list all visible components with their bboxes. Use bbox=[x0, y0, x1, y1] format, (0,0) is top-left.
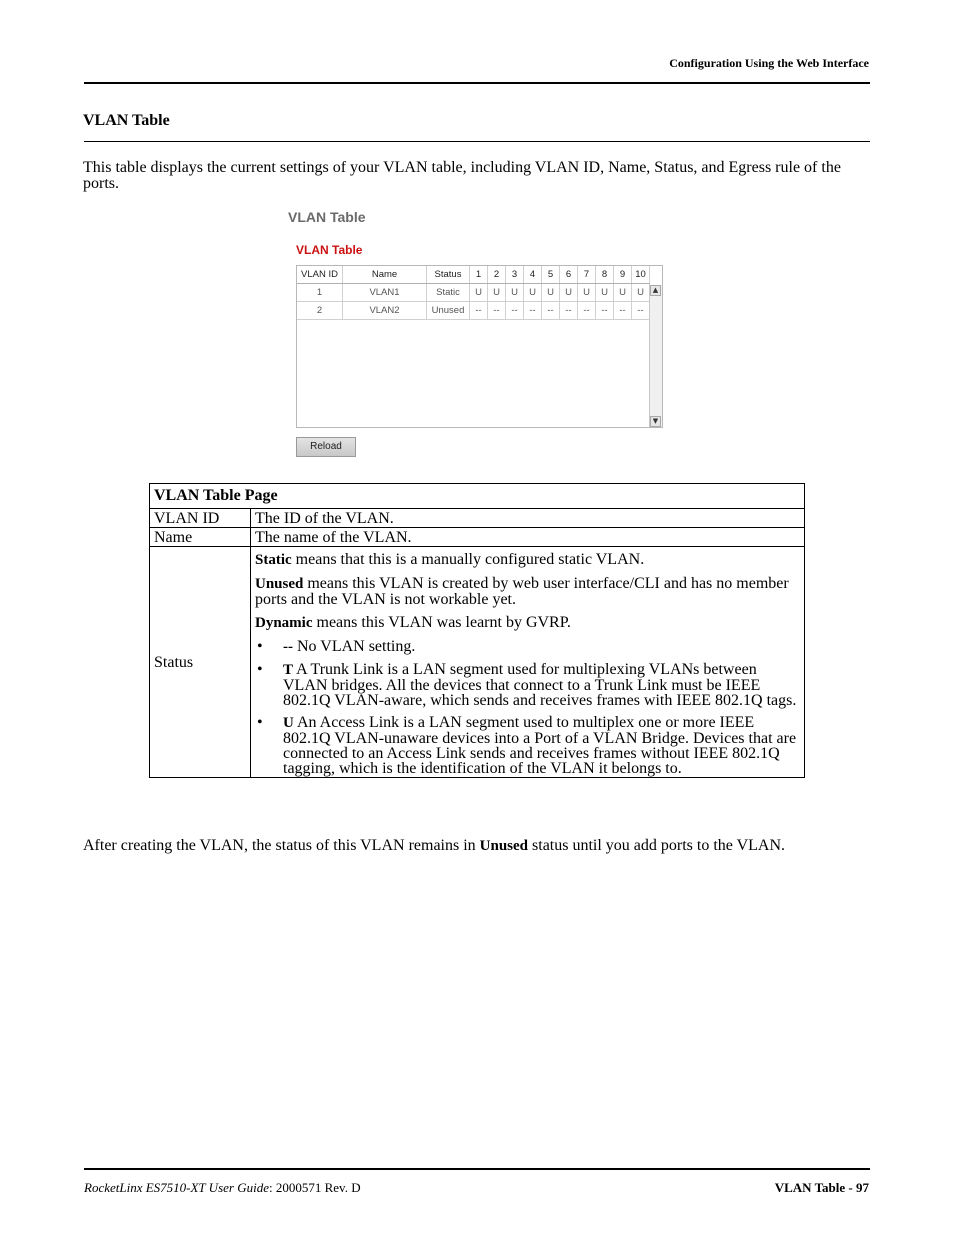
footer-rule bbox=[84, 1168, 870, 1170]
col-header: 6 bbox=[560, 266, 578, 284]
col-header: 2 bbox=[488, 266, 506, 284]
cell: -- bbox=[542, 302, 560, 320]
text: No VLAN setting. bbox=[293, 638, 416, 655]
col-header: Name bbox=[343, 266, 427, 284]
term: U bbox=[283, 715, 294, 731]
section-heading: VLAN Table bbox=[83, 112, 170, 129]
row-key: Name bbox=[150, 528, 251, 547]
table-row bbox=[150, 484, 805, 509]
cell: 1 bbox=[297, 284, 343, 302]
text: means that this is a manually configured static VLAN. bbox=[291, 551, 645, 568]
text: A Trunk Link is a LAN segment used for multiplexing VLANs between VLAN bridges. All the devices that connect to a Trunk Link must be IEEE 802.1Q VLAN-aware, which sends and receives frames with IEEE 802.1Q tags. bbox=[283, 661, 797, 709]
table-row[interactable] bbox=[297, 302, 650, 320]
dynamic-paragraph bbox=[255, 615, 800, 631]
table-caption: VLAN Table Page bbox=[150, 484, 805, 509]
static-paragraph bbox=[255, 552, 800, 568]
col-header: 7 bbox=[578, 266, 596, 284]
cell: U bbox=[614, 284, 632, 302]
col-header: 9 bbox=[614, 266, 632, 284]
text: After creating the VLAN, the status of this VLAN remains in bbox=[83, 837, 480, 854]
cell: 2 bbox=[297, 302, 343, 320]
cell: -- bbox=[506, 302, 524, 320]
list-item bbox=[255, 715, 800, 776]
cell: U bbox=[488, 284, 506, 302]
row-key: Status bbox=[150, 547, 251, 778]
vlan-grid-table bbox=[297, 266, 650, 320]
table-row bbox=[150, 528, 805, 547]
table-row[interactable] bbox=[297, 284, 650, 302]
vertical-scrollbar[interactable] bbox=[649, 285, 662, 427]
text: means this VLAN was learnt by GVRP. bbox=[312, 614, 571, 631]
term: Static bbox=[255, 552, 292, 568]
col-header: 4 bbox=[524, 266, 542, 284]
cell: U bbox=[560, 284, 578, 302]
bullet: • bbox=[257, 661, 263, 678]
col-header: VLAN ID bbox=[297, 266, 343, 284]
cell: -- bbox=[578, 302, 596, 320]
description-table bbox=[149, 483, 805, 778]
col-header: 3 bbox=[506, 266, 524, 284]
closing-paragraph bbox=[83, 837, 785, 855]
cell: -- bbox=[560, 302, 578, 320]
list-item bbox=[255, 639, 800, 655]
cell: U bbox=[506, 284, 524, 302]
cell: U bbox=[524, 284, 542, 302]
col-header: 1 bbox=[470, 266, 488, 284]
cell: U bbox=[578, 284, 596, 302]
cell: U bbox=[470, 284, 488, 302]
cell: -- bbox=[470, 302, 488, 320]
term: -- bbox=[283, 639, 293, 655]
table-row bbox=[150, 547, 805, 778]
cell: -- bbox=[488, 302, 506, 320]
screenshot-page-title: VLAN Table bbox=[288, 209, 366, 225]
unused-paragraph bbox=[255, 576, 800, 607]
row-value: The ID of the VLAN. bbox=[251, 509, 805, 528]
col-header: Status bbox=[427, 266, 470, 284]
cell: -- bbox=[614, 302, 632, 320]
intro-paragraph: This table displays the current settings of your VLAN table, including VLAN ID, Name, Status, and Egress rule of the ports. bbox=[83, 159, 841, 192]
row-value: The name of the VLAN. bbox=[251, 528, 805, 547]
term: Unused bbox=[255, 576, 304, 592]
table-row bbox=[150, 509, 805, 528]
cell: U bbox=[632, 284, 650, 302]
cell: -- bbox=[524, 302, 542, 320]
text: An Access Link is a LAN segment used to multiplex one or more IEEE 802.1Q VLAN-unaware devices into a Port of a VLAN Bridge. Devices that are connected to an Access Link sends and receives frames without IEEE 802.1Q tagging, which is the identification of the VLAN it belongs to. bbox=[283, 714, 797, 777]
cell: Static bbox=[427, 284, 470, 302]
product-name: RocketLinx ES7510-XT User Guide bbox=[84, 1180, 269, 1195]
col-header: 5 bbox=[542, 266, 560, 284]
bullet: • bbox=[257, 714, 263, 731]
screenshot-table-title: VLAN Table bbox=[296, 243, 363, 257]
row-key: VLAN ID bbox=[150, 509, 251, 528]
status-description bbox=[251, 547, 805, 778]
cell: -- bbox=[632, 302, 650, 320]
term: Unused bbox=[479, 838, 529, 854]
doc-number: : 2000571 Rev. D bbox=[268, 1180, 361, 1195]
cell: -- bbox=[596, 302, 614, 320]
cell: Unused bbox=[427, 302, 470, 320]
cell: U bbox=[596, 284, 614, 302]
scroll-up-icon[interactable]: ▲ bbox=[650, 285, 661, 296]
header-rule bbox=[84, 82, 870, 84]
text: status until you add ports to the VLAN. bbox=[528, 837, 786, 854]
cell: VLAN1 bbox=[343, 284, 427, 302]
term: Dynamic bbox=[255, 615, 313, 631]
vlan-grid bbox=[296, 265, 663, 428]
heading-rule bbox=[84, 141, 870, 142]
page-number: VLAN Table - 97 bbox=[774, 1180, 869, 1195]
cell: VLAN2 bbox=[343, 302, 427, 320]
col-header: 8 bbox=[596, 266, 614, 284]
bullet: • bbox=[257, 638, 263, 655]
cell: U bbox=[542, 284, 560, 302]
col-header: 10 bbox=[632, 266, 650, 284]
vlan-grid-header-row bbox=[297, 266, 650, 284]
running-header: Configuration Using the Web Interface bbox=[669, 56, 869, 70]
list-item bbox=[255, 662, 800, 708]
footer-doc-info bbox=[84, 1180, 361, 1196]
scroll-down-icon[interactable]: ▼ bbox=[650, 416, 661, 427]
text: means this VLAN is created by web user interface/CLI and has no member ports and the VLAN is not workable yet. bbox=[255, 575, 789, 608]
reload-button[interactable]: Reload bbox=[296, 437, 356, 457]
term: T bbox=[283, 662, 294, 678]
